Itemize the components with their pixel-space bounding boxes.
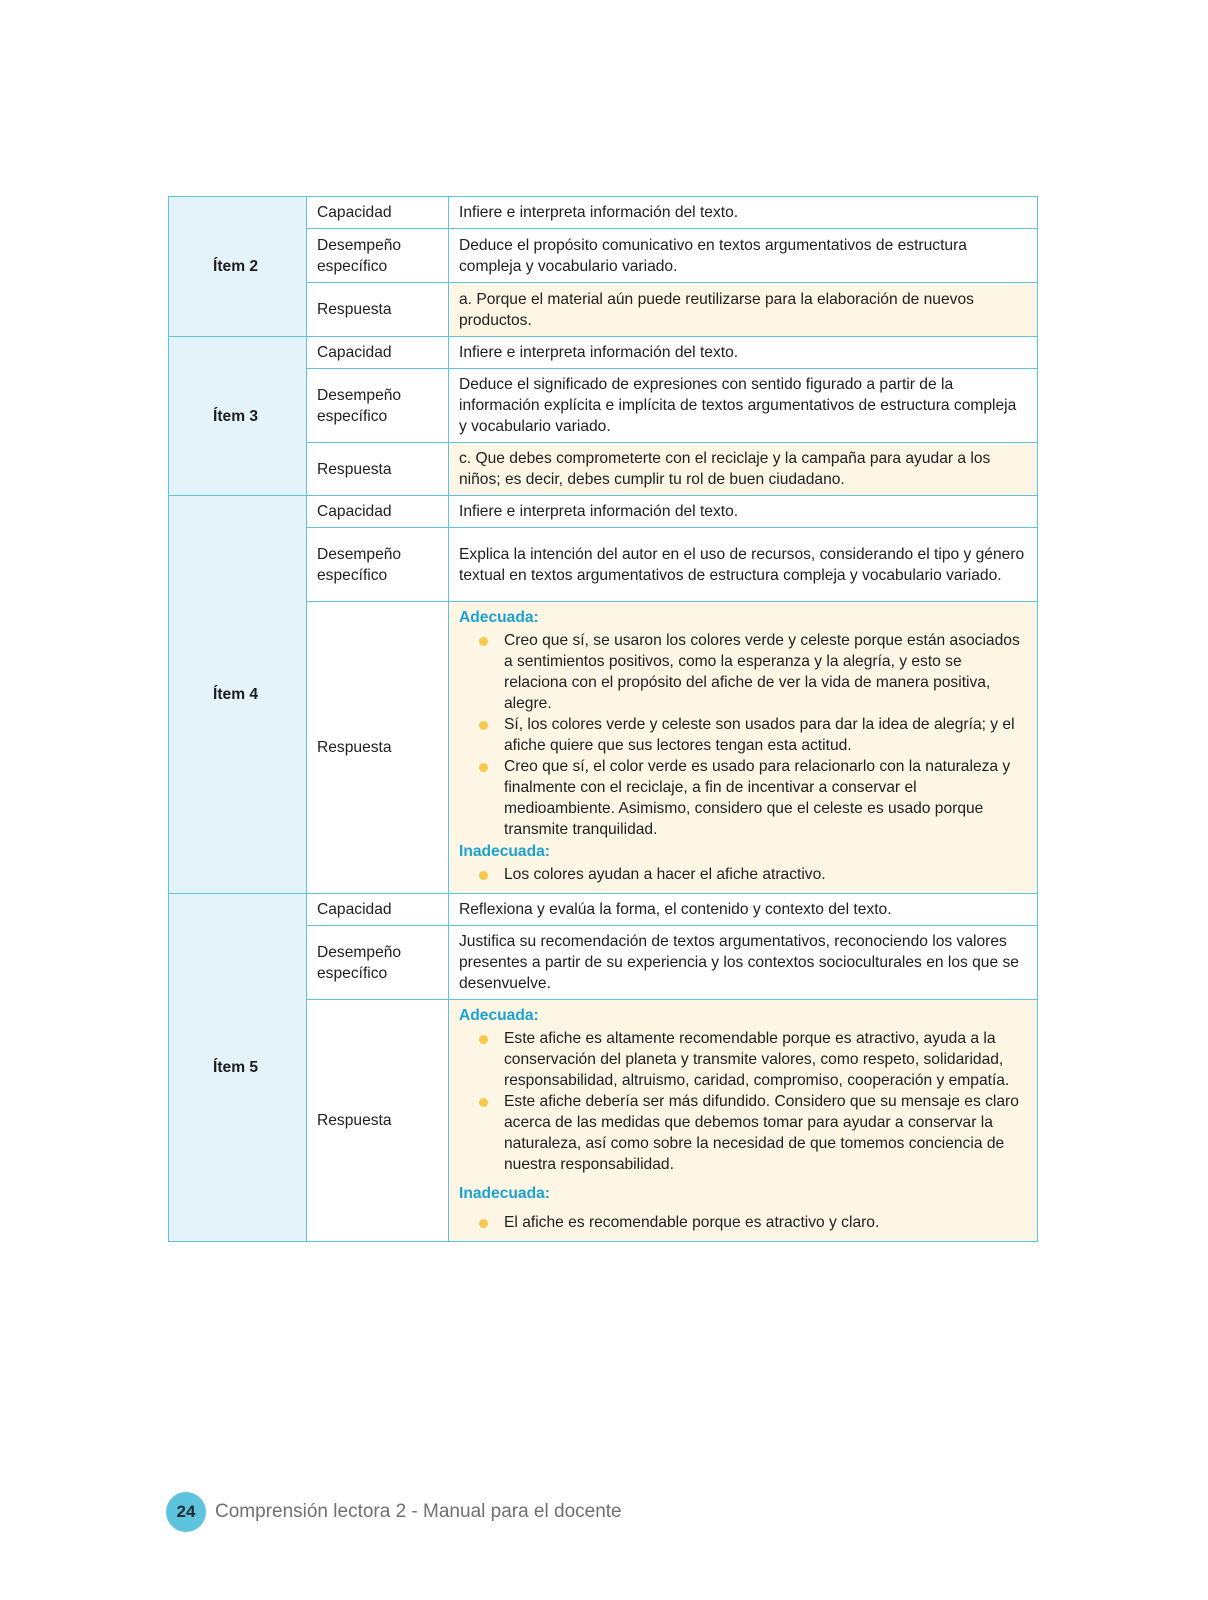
- item-4-capacidad-row: [169, 496, 1038, 528]
- list-item: [459, 714, 1027, 756]
- inadecuada-list: [459, 864, 1027, 885]
- bullet-dot-icon: [479, 1035, 488, 1044]
- bullet-dot-icon: [479, 871, 488, 880]
- desempeno-label: Desempeño específico: [307, 926, 449, 1000]
- item-5-capacidad-row: [169, 894, 1038, 926]
- list-item: [459, 1212, 1027, 1233]
- capacidad-text: Infiere e interpreta información del texto.: [449, 496, 1038, 528]
- desempeno-text: Justifica su recomendación de textos argumentativos, reconociendo los valores presentes a partir de su experiencia y los contextos socioculturales en los que se desenvuelve.: [449, 926, 1038, 1000]
- capacidad-label: Capacidad: [307, 197, 449, 229]
- page-footer: [166, 1492, 622, 1532]
- list-item-text: Este afiche debería ser más difundido. Considero que su mensaje es claro acerca de las medidas que debemos tomar para ayudar a conservar la naturaleza, así como sobre la necesidad de que tomemos conciencia de nuestra responsabilidad.: [504, 1093, 1019, 1173]
- list-item-text: Creo que sí, se usaron los colores verde y celeste porque están asociados a sentimientos positivos, como la esperanza y la alegría, y esto se relaciona con el propósito del afiche de ver la vida de manera positiva, alegre.: [504, 632, 1020, 712]
- respuesta-text: c. Que debes comprometerte con el reciclaje y la campaña para ayudar a los niños; es decir, debes cumplir tu rol de buen ciudadano.: [449, 443, 1038, 496]
- inadecuada-heading: Inadecuada:: [459, 1185, 550, 1202]
- respuesta-text: a. Porque el material aún puede reutilizarse para la elaboración de nuevos productos.: [449, 283, 1038, 337]
- evaluation-rubric-table: [168, 196, 1038, 1242]
- respuesta-label: Respuesta: [307, 1000, 449, 1242]
- list-item-text: Este afiche es altamente recomendable porque es atractivo, ayuda a la conservación del planeta y transmite valores, como respeto, solidaridad, responsabilidad, altruismo, caridad, compromiso, cooperación y empatía.: [504, 1030, 1010, 1089]
- respuesta-content: [449, 1000, 1038, 1242]
- adecuada-heading: Adecuada:: [459, 609, 539, 626]
- bullet-dot-icon: [479, 763, 488, 772]
- item-2-capacidad-row: [169, 197, 1038, 229]
- desempeno-label: Desempeño específico: [307, 229, 449, 283]
- list-item-text: Los colores ayudan a hacer el afiche atractivo.: [504, 866, 826, 883]
- respuesta-content: [449, 602, 1038, 894]
- inadecuada-heading: Inadecuada:: [459, 843, 550, 860]
- list-item-text: Sí, los colores verde y celeste son usados para dar la idea de alegría; y el afiche quiere que sus lectores tengan esta actitud.: [504, 716, 1015, 754]
- list-item-text: El afiche es recomendable porque es atractivo y claro.: [504, 1214, 880, 1231]
- bullet-dot-icon: [479, 637, 488, 646]
- bullet-dot-icon: [479, 721, 488, 730]
- footer-title: Comprensión lectora 2 - Manual para el docente: [215, 1501, 622, 1522]
- list-item-text: Creo que sí, el color verde es usado para relacionarlo con la naturaleza y finalmente con el reciclaje, a fin de incentivar a conservar el medioambiente. Asimismo, considero que el celeste es usado porque transmite tranquilidad.: [504, 758, 1011, 838]
- list-item: [459, 864, 1027, 885]
- list-item: [459, 1028, 1027, 1091]
- list-item: [459, 756, 1027, 840]
- adecuada-list: [459, 630, 1027, 840]
- item-5-label: Ítem 5: [169, 894, 307, 1242]
- bullet-dot-icon: [479, 1098, 488, 1107]
- item-2-label: Ítem 2: [169, 197, 307, 337]
- respuesta-label: Respuesta: [307, 283, 449, 337]
- capacidad-text: Reflexiona y evalúa la forma, el contenido y contexto del texto.: [449, 894, 1038, 926]
- list-item: [459, 1091, 1027, 1175]
- page-number-badge: 24: [166, 1492, 206, 1532]
- desempeno-text: Deduce el propósito comunicativo en textos argumentativos de estructura compleja y vocabulario variado.: [449, 229, 1038, 283]
- item-4-label: Ítem 4: [169, 496, 307, 894]
- capacidad-text: Infiere e interpreta información del texto.: [449, 337, 1038, 369]
- adecuada-heading: Adecuada:: [459, 1007, 539, 1024]
- inadecuada-list: [459, 1212, 1027, 1233]
- desempeno-text: Explica la intención del autor en el uso de recursos, considerando el tipo y género textual en textos argumentativos de estructura compleja y vocabulario variado.: [449, 528, 1038, 602]
- capacidad-label: Capacidad: [307, 337, 449, 369]
- bullet-dot-icon: [479, 1219, 488, 1228]
- capacidad-label: Capacidad: [307, 496, 449, 528]
- respuesta-label: Respuesta: [307, 443, 449, 496]
- desempeno-label: Desempeño específico: [307, 528, 449, 602]
- respuesta-label: Respuesta: [307, 602, 449, 894]
- capacidad-text: Infiere e interpreta información del texto.: [449, 197, 1038, 229]
- capacidad-label: Capacidad: [307, 894, 449, 926]
- desempeno-text: Deduce el significado de expresiones con sentido figurado a partir de la información explícita e implícita de textos argumentativos de estructura compleja y vocabulario variado.: [449, 369, 1038, 443]
- list-item: [459, 630, 1027, 714]
- item-3-label: Ítem 3: [169, 337, 307, 496]
- item-3-capacidad-row: [169, 337, 1038, 369]
- desempeno-label: Desempeño específico: [307, 369, 449, 443]
- adecuada-list: [459, 1028, 1027, 1175]
